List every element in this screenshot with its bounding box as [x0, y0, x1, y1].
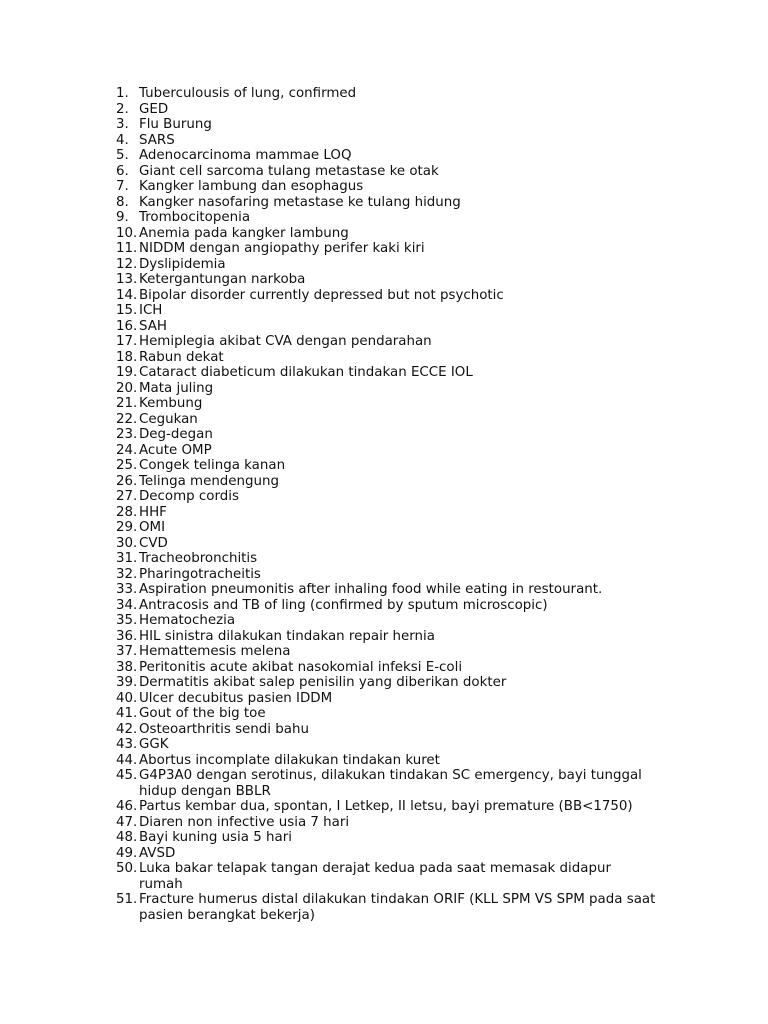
list-item-text: Gout of the big toe	[139, 706, 266, 721]
list-item-number: 26.	[116, 473, 138, 489]
list-item	[116, 830, 656, 846]
list-item-text: Dyslipidemia	[139, 256, 226, 272]
list-item	[116, 737, 656, 753]
list-item	[116, 350, 656, 366]
list-item-text: SAH	[139, 318, 167, 334]
list-item	[116, 86, 656, 102]
list-item-text: HIL sinistra dilakukan tindakan repair hernia	[139, 628, 435, 644]
list-item-number: 28.	[116, 504, 138, 520]
list-item-text: Hematochezia	[139, 613, 236, 628]
list-item-text: G4P3A0 dengan serotinus, dilakukan tindakan SC emergency, bayi tunggal hidup dengan BBLR	[139, 768, 642, 799]
list-item-number: 15.	[116, 303, 138, 318]
list-item	[116, 334, 656, 350]
list-item-number: 5.	[116, 148, 129, 163]
list-item	[116, 722, 656, 738]
list-item-text: Cataract diabeticum dilakukan tindakan ECCE IOL	[139, 365, 473, 380]
list-item	[116, 102, 656, 118]
list-item	[116, 629, 656, 645]
list-item	[116, 706, 656, 722]
list-item-text: Ketergantungan narkoba	[139, 272, 306, 287]
list-item	[116, 505, 656, 521]
list-item-text: SARS	[139, 132, 175, 148]
list-item-text: Bayi kuning usia 5 hari	[139, 830, 292, 845]
list-item-number: 31.	[116, 551, 138, 566]
list-item-number: 19.	[116, 365, 138, 380]
list-item-text: Dermatitis akibat salep penisilin yang diberikan dokter	[139, 675, 507, 690]
list-item-text: Flu Burung	[139, 117, 212, 132]
list-item	[116, 799, 656, 815]
list-item-number: 24.	[116, 442, 138, 458]
list-item	[116, 319, 656, 335]
list-item	[116, 443, 656, 459]
list-item	[116, 660, 656, 676]
list-item	[116, 598, 656, 614]
list-item	[116, 226, 656, 242]
list-item	[116, 691, 656, 707]
list-item-text: Hemattemesis melena	[139, 644, 291, 659]
list-item-text: Partus kembar dua, spontan, I Letkep, II letsu, bayi premature (BB<1750)	[139, 799, 633, 814]
list-item	[116, 474, 656, 490]
list-item	[116, 365, 656, 381]
list-item-text: Ulcer decubitus pasien IDDM	[139, 690, 333, 706]
list-item-text: Giant cell sarcoma tulang metastase ke otak	[139, 163, 439, 179]
list-item	[116, 381, 656, 397]
list-item-number: 39.	[116, 675, 138, 690]
list-item	[116, 675, 656, 691]
list-item-number: 49.	[116, 845, 138, 861]
list-item	[116, 303, 656, 319]
list-item-number: 42.	[116, 721, 138, 737]
list-item	[116, 536, 656, 552]
list-item-number: 3.	[116, 117, 129, 132]
list-item-text: Deg-degan	[139, 427, 213, 442]
list-item	[116, 288, 656, 304]
list-item-text: NIDDM dengan angiopathy perifer kaki kiri	[139, 241, 425, 256]
list-item-number: 50.	[116, 861, 138, 876]
list-item	[116, 861, 656, 892]
list-item	[116, 241, 656, 257]
list-item	[116, 613, 656, 629]
list-item-text: Fracture humerus distal dilakukan tindakan ORIF (KLL SPM VS SPM pada saat pasien berangkat bekerja)	[139, 892, 656, 923]
list-item-number: 23.	[116, 427, 138, 442]
list-item	[116, 753, 656, 769]
list-item-text: Pharingotracheitis	[139, 566, 261, 582]
list-item-text: Trombocitopenia	[139, 210, 251, 225]
list-item-number: 38.	[116, 659, 138, 675]
list-item-number: 46.	[116, 799, 138, 814]
list-item-number: 48.	[116, 830, 138, 845]
list-item-number: 51.	[116, 892, 138, 907]
list-item-text: Anemia pada kangker lambung	[139, 225, 349, 241]
list-item	[116, 396, 656, 412]
list-item-number: 2.	[116, 101, 129, 117]
list-item-number: 25.	[116, 458, 138, 473]
list-item	[116, 179, 656, 195]
list-item-text: Telinga mendengung	[139, 473, 279, 489]
list-item-text: Acute OMP	[139, 442, 212, 458]
list-item-number: 40.	[116, 690, 138, 706]
list-item	[116, 412, 656, 428]
list-item	[116, 210, 656, 226]
list-item-text: Tuberculousis of lung, confirmed	[139, 86, 357, 101]
list-item-text: Abortus incomplate dilakukan tindakan kuret	[139, 752, 440, 768]
list-item-text: Peritonitis acute akibat nasokomial infeksi E-coli	[139, 659, 463, 675]
list-item-number: 10.	[116, 225, 138, 241]
list-item-number: 30.	[116, 535, 138, 551]
list-item-number: 21.	[116, 396, 138, 411]
diagnosis-list	[116, 86, 656, 923]
list-item-number: 1.	[116, 86, 129, 101]
list-item-number: 44.	[116, 752, 138, 768]
list-item-number: 35.	[116, 613, 138, 628]
list-item	[116, 272, 656, 288]
list-item-text: Kembung	[139, 396, 203, 411]
list-item	[116, 458, 656, 474]
list-item-number: 47.	[116, 814, 138, 830]
list-item	[116, 164, 656, 180]
list-item	[116, 148, 656, 164]
list-item	[116, 489, 656, 505]
list-item	[116, 892, 656, 923]
list-item	[116, 133, 656, 149]
list-item-text: Cegukan	[139, 411, 198, 427]
list-item-number: 33.	[116, 582, 138, 597]
list-item-number: 41.	[116, 706, 138, 721]
list-item-text: HHF	[139, 504, 167, 520]
list-item-number: 9.	[116, 210, 129, 225]
list-item-number: 7.	[116, 179, 129, 194]
list-item	[116, 257, 656, 273]
list-item-number: 6.	[116, 163, 129, 179]
list-item-text: Luka bakar telapak tangan derajat kedua pada saat memasak didapur rumah	[139, 861, 611, 892]
list-item-number: 37.	[116, 644, 138, 659]
list-item-number: 13.	[116, 272, 138, 287]
list-item	[116, 520, 656, 536]
list-item	[116, 768, 656, 799]
list-item-number: 34.	[116, 597, 138, 613]
list-item-text: Kangker lambung dan esophagus	[139, 179, 364, 194]
list-item-text: Decomp cordis	[139, 489, 239, 504]
list-item-number: 36.	[116, 628, 138, 644]
list-item-text: CVD	[139, 535, 168, 551]
list-item-text: Bipolar disorder currently depressed but not psychotic	[139, 287, 504, 303]
list-item	[116, 582, 656, 598]
list-item-number: 45.	[116, 768, 138, 783]
list-item-text: Congek telinga kanan	[139, 458, 286, 473]
list-item-number: 22.	[116, 411, 138, 427]
list-item-number: 16.	[116, 318, 138, 334]
list-item	[116, 195, 656, 211]
list-item-text: Hemiplegia akibat CVA dengan pendarahan	[139, 334, 432, 349]
list-item-text: ICH	[139, 303, 163, 318]
list-item-text: Antracosis and TB of ling (confirmed by sputum microscopic)	[139, 597, 548, 613]
list-item-number: 14.	[116, 287, 138, 303]
list-item-number: 4.	[116, 132, 129, 148]
list-item	[116, 644, 656, 660]
list-item-number: 18.	[116, 349, 138, 365]
list-item-number: 27.	[116, 489, 138, 504]
list-item-text: Osteoarthritis sendi bahu	[139, 721, 309, 737]
list-item-text: AVSD	[139, 845, 176, 861]
list-item-text: Rabun dekat	[139, 349, 224, 365]
list-item-number: 11.	[116, 241, 138, 256]
list-item	[116, 815, 656, 831]
list-item-text: OMI	[139, 520, 166, 535]
list-item	[116, 567, 656, 583]
list-item-text: Aspiration pneumonitis after inhaling food while eating in restourant.	[139, 582, 603, 597]
list-item-text: Kangker nasofaring metastase ke tulang hidung	[139, 194, 461, 210]
list-item-number: 8.	[116, 194, 129, 210]
list-item-number: 29.	[116, 520, 138, 535]
list-item-number: 20.	[116, 380, 138, 396]
list-item-number: 32.	[116, 566, 138, 582]
list-item-number: 12.	[116, 256, 138, 272]
list-item-number: 17.	[116, 334, 138, 349]
list-item-text: Diaren non infective usia 7 hari	[139, 814, 350, 830]
list-item-text: Adenocarcinoma mammae LOQ	[139, 148, 352, 163]
list-item	[116, 117, 656, 133]
list-item-number: 43.	[116, 737, 138, 752]
list-item	[116, 551, 656, 567]
list-item-text: GED	[139, 101, 169, 117]
list-item-text: GGK	[139, 737, 169, 752]
list-item-text: Mata juling	[139, 380, 214, 396]
list-item-text: Tracheobronchitis	[139, 551, 258, 566]
list-item	[116, 846, 656, 862]
list-item	[116, 427, 656, 443]
